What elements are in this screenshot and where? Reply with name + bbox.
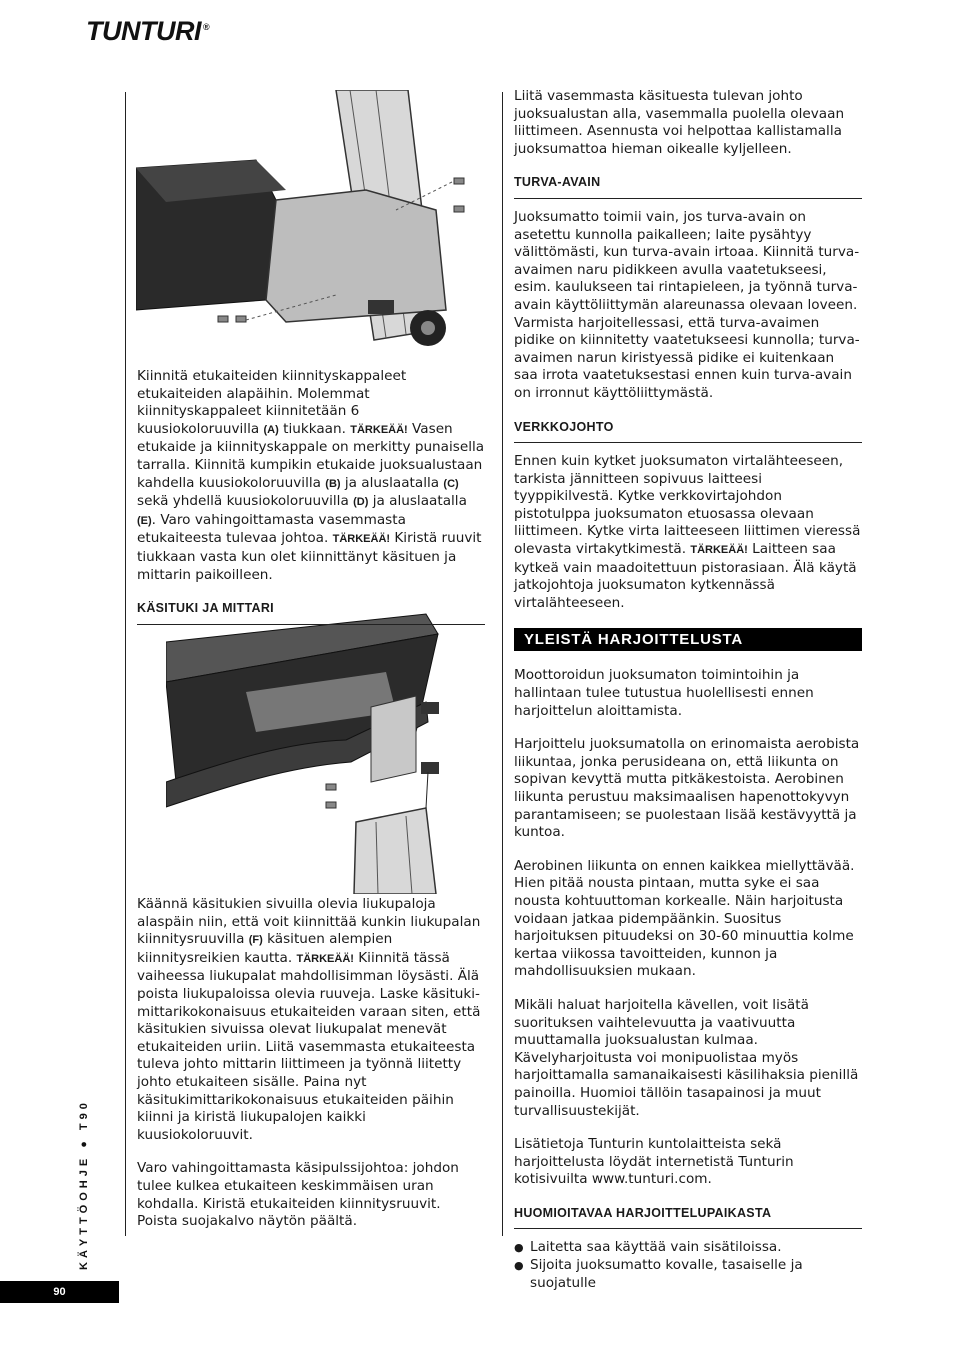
para-turva-avain: Juoksumatto toimii vain, jos turva-avain on asetettu kunnolla paikalleen; laite pysähtyy välittömästi, kun turva-avain irtoaa. Kiinnitä turva-avaimen naru pidikkeen avulla vaatetukseesi, esim. kaulukseen tai rintapieleen, ja työnnä turva-avain käyttöliittymän alareunassa olevaan loveen. Varmista harjoitellessasi, että turva-avaimen pidike on kiinnitetty vaatetukseesi kunnolla; turva-avaimen narun kiristyessä pidike ei kuitenkaan saa irrota vaatetuksestasi ennen kuin turva-avain on irronnut käyttöliittymästä. [514, 208, 860, 401]
para-aerobista-liikuntaa: Harjoittelu juoksumatolla on erinomaista aerobista liikuntaa, jonka perusideana on, että liikunta on sopivan kevyttä mutta pitkäkestoista. Aerobinen liikunta perustuu maksimaalisen hapenottokyvyn parantamiseen; se puolestaan lisää kestävyyttä ja kuntoa. [514, 736, 860, 841]
text-run: Kiristä ruuvit tiukkaan vasta kun olet kiinnittänyt käsituen ja mittarin paikoilleen. [137, 530, 482, 583]
para-kavellen: Mikäli haluat harjoitella kävellen, voit lisätä suorituksen vaihtelevuutta ja vaativuutta muuttamalla juoksualustan kulmaa. Kävelyharjoitusta voi monipuolistaa myös harjoittamalla samanaikaisesti käsilihaksia pienillä painoilla. Huomioi tällöin tasapainosi ja muut turvallisuustekijät. [514, 996, 859, 1119]
text-run: Kiinnitä etukaiteiden kiinnityskappaleet etukaiteiden alapäihin. Molemmat kiinnityskappaleet kiinnitetään 6 kuusiokoloruuvilla [137, 368, 407, 437]
text-run: Käännä käsitukien sivuilla olevia liukupaloja alaspäin niin, että voit kiinnittää kunkin liukupalan kiinnitysruuvilla [137, 896, 481, 948]
para-verkkojohto [514, 453, 862, 612]
heading-turva-avain: TURVA-AVAIN [514, 174, 862, 199]
figure-upright-bracket [136, 90, 476, 360]
part-reference: (E) [137, 514, 152, 527]
para-kaanna-kasitukien [137, 896, 485, 1144]
left-column-lower [137, 896, 485, 1247]
part-reference: (C) [443, 477, 459, 490]
para-varo-kasipulssijohto: Varo vahingoittamasta käsipulssijohtoa: johdon tulee kulkea etukaiteen keskimmäisen uran kohdalla. Kiristä etukaiteiden kiinnitysruuvit. Poista suojakalvo näytön päältä. [137, 1160, 459, 1230]
text-run: Vasen etukaide ja kiinnityskappale on merkitty punaisella tarralla. Kiinnitä kumpikin etukaide juoksualustaan kahdella kuusiokoloruuvilla [137, 420, 485, 491]
text-run: Ennen kuin kytket juoksumaton virtalähteeseen, tarkista jännitteen sopivuus laitteesi tyyppikilvestä. Kytke verkkovirtajohdon pistotulppa juoksumaton etuosassa olevaan liittimeen. Kytke virta laitteeseen liittimen vieressä olevasta virtakytkimestä. [514, 453, 861, 558]
heading-harjoittelupaikka: HUOMIOITAVAA HARJOITTELUPAIKASTA [514, 1205, 862, 1230]
para-kiinnita-etukaiteet [137, 368, 485, 584]
list-item: ● Laitetta saa käyttää vain sisätiloissa. [514, 1239, 862, 1257]
para-moottoroidun: Moottoroidun juoksumaton toimintoihin ja hallintaan tulee tutustua huolellisesti ennen harjoittelun aloittamista. [514, 667, 814, 719]
side-running-title: KÄYTTÖOHJE ● T90 [78, 1099, 90, 1270]
figure-console-handlebar [166, 612, 456, 894]
part-reference: (D) [353, 496, 369, 509]
heading-kasituki-ja-mittari: KÄSITUKI JA MITTARI [137, 600, 485, 625]
text-run: Laitteen saa kytkeä vain maadoitettuun pistorasiaan. Älä käytä jatkojohtoja juoksumaton kytkennässä virtalähteeseen. [514, 541, 857, 611]
left-margin-rule [125, 92, 126, 1236]
part-reference: (A) [263, 423, 279, 436]
right-column [514, 88, 862, 1292]
text-run: Kiinnitä tässä vaiheessa liukupalat mahdollisimman löysästi. Älä poista liukupaloissa olevia ruuveja. Laske käsituki-mittarikokonaisuus etukaiteiden varaan siten, että käsitukien sivuissa olevat liukupalat menevät etukaiteiden uriin. Liitä vasemmasta etukaiteesta tuleva johto mittarin liittimeen ja työnnä liitetty johto etukaiteen sisälle. Paina nyt käsitukimittarikokonaisuus etukaiteiden päihin kiinni ja kiristä liukupalojen kaikki kuusiokoloruuvit. [137, 949, 481, 1143]
bullet-list-harjoittelupaikka [514, 1239, 862, 1292]
text-run: ja aluslaatalla [368, 493, 467, 510]
part-reference: (F) [248, 934, 263, 947]
important-label: TÄRKEÄÄ! [296, 952, 354, 965]
section-bar-yleista-harjoittelusta: YLEISTÄ HARJOITTELUSTA [514, 628, 862, 651]
left-column [137, 368, 485, 635]
para-miellyttavaa: Aerobinen liikunta on ennen kaikkea miellyttävää. Hien pitää nousta pintaan, mutta syke ei saa nousta kohtuuttoman korkealle. Näin harjoitusta voidaan jatkaa pidempäänkin. Suositus harjoituksen pituudeksi on 30-60 minuuttia kolme kertaa viikossa tavoitteiden, kunnon ja mahdollisuuksien mukaan. [514, 857, 855, 980]
list-item: ● Sijoita juoksumatto kovalle, tasaiselle ja suojatulle [514, 1257, 862, 1292]
important-label: TÄRKEÄÄ! [690, 544, 748, 557]
part-reference: (B) [325, 477, 341, 490]
important-label: TÄRKEÄÄ! [332, 533, 391, 546]
page-number: 90 [0, 1281, 119, 1303]
text-run: . Varo vahingoittamasta vasemmasta etukaiteesta tulevaa johtoa. [137, 511, 406, 547]
text-run: ja aluslaatalla [340, 474, 444, 491]
tunturi-logo: TUNTURI ® [86, 16, 210, 46]
text-run: käsituen alempien kiinnitysreikien kautta. [137, 931, 393, 966]
para-liita-johto: Liitä vasemmasta käsituesta tulevan johto juoksualustan alla, vasemmalla puolella olevaan liittimeen. Asennusta voi helpottaa kallistamalla juoksumattoa hieman oikealle kyljelleen. [514, 88, 845, 157]
center-column-rule [502, 92, 503, 1236]
heading-verkkojohto: VERKKOJOHTO [514, 419, 862, 444]
important-label: TÄRKEÄÄ! [350, 423, 408, 436]
text-run: sekä yhdellä kuusiokoloruuvilla [137, 493, 354, 510]
para-lisatietoja: Lisätietoja Tunturin kuntolaitteista sekä harjoittelusta löydät internetistä Tunturin kotisivuilta www.tunturi.com. [514, 1136, 794, 1188]
text-run: tiukkaan. [278, 420, 351, 437]
